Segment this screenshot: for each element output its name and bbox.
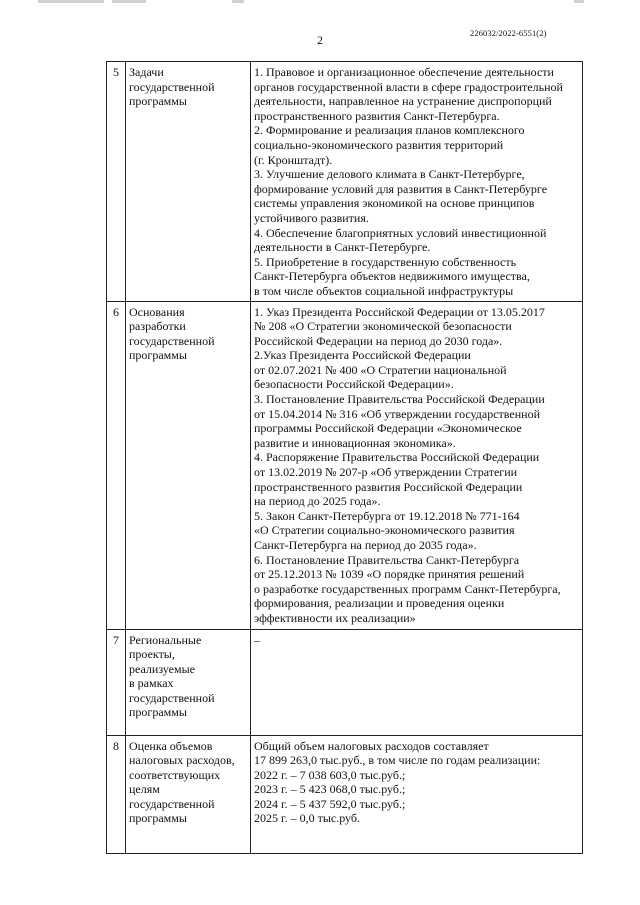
label-line: Оценка объемов [129, 738, 213, 753]
row-content [251, 301, 583, 629]
content-line: от 15.04.2014 № 316 «Об утверждении государственной [254, 406, 540, 421]
content-line: программы Российской Федерации «Экономическое [254, 421, 522, 436]
content-line: пространственного развития Российской Федерации [254, 479, 523, 494]
content-line: «О Стратегии социально-экономического развития [254, 523, 515, 538]
content-line: 2024 г. – 5 437 592,0 тыс.руб.; [254, 796, 406, 811]
row-number: 7 [107, 629, 126, 735]
content-line: Санкт-Петербурга объектов недвижимого имущества, [254, 269, 530, 284]
label-line: целям [129, 782, 160, 797]
content-line: эффективности их реализации» [254, 610, 416, 625]
content-line: социально-экономического развития территорий [254, 137, 504, 152]
content-line: от 13.02.2019 № 207-р «Об утверждении Стратегии [254, 465, 518, 480]
page-number: 2 [317, 33, 323, 47]
table-row [107, 62, 583, 302]
table-row [107, 301, 583, 629]
label-line: государственной [129, 333, 215, 348]
label-line: программы [129, 94, 187, 109]
label-line: программы [129, 705, 187, 720]
row-content [251, 629, 583, 735]
content-line: 2025 г. – 0,0 тыс.руб. [254, 811, 360, 826]
content-line: 17 899 263,0 тыс.руб., в том числе по годам реализации: [254, 753, 541, 768]
content-line: 5. Приобретение в государственную собственность [254, 254, 517, 269]
row-label [126, 735, 251, 853]
content-line: 6. Постановление Правительства Санкт-Петербурга [254, 552, 520, 567]
label-line: разработки [129, 319, 186, 334]
content-line: 2. Формирование и реализация планов комплексного [254, 123, 525, 138]
content-line: 5. Закон Санкт-Петербурга от 19.12.2018 № 771-164 [254, 508, 520, 523]
row-number: 8 [107, 735, 126, 853]
label-line: в рамках [129, 676, 174, 691]
label-line: соответствующих [129, 767, 221, 782]
content-line: пространственного развития Санкт-Петербурга. [254, 108, 500, 123]
content-line: 2022 г. – 7 038 603,0 тыс.руб.; [254, 767, 406, 782]
label-line: проекты, [129, 647, 175, 662]
content-line: деятельности, направленное на устранение диспропорций [254, 94, 552, 109]
row-content [251, 62, 583, 302]
table-row [107, 629, 583, 735]
content-line: – [254, 632, 260, 647]
row-number: 6 [107, 301, 126, 629]
scan-artifact [0, 0, 640, 5]
content-line: в том числе объектов социальной инфраструктуры [254, 283, 514, 298]
label-line: Задачи [129, 65, 164, 79]
row-number: 5 [107, 62, 126, 302]
content-line: формирование условий для развития в Санкт-Петербурге [254, 181, 548, 196]
content-line: на период до 2025 года». [254, 494, 381, 509]
content-line: 4. Распоряжение Правительства Российской Федерации [254, 450, 540, 465]
label-line: Региональные [129, 632, 202, 647]
content-line: 3. Улучшение делового климата в Санкт-Петербурге, [254, 167, 525, 182]
row-content [251, 735, 583, 853]
row-label [126, 62, 251, 302]
content-line: 1. Указ Президента Российской Федерации от 13.05.2017 [254, 304, 545, 319]
content-line: от 02.07.2021 № 400 «О Стратегии национальной [254, 362, 507, 377]
label-line: государственной [129, 79, 215, 94]
content-line: Общий объем налоговых расходов составляет [254, 738, 489, 753]
content-line: устойчивого развития. [254, 210, 369, 225]
content-line: 3. Постановление Правительства Российской Федерации [254, 392, 545, 407]
program-passport-table [106, 61, 583, 854]
content-line: Российской Федерации на период до 2030 года». [254, 333, 503, 348]
content-line: формирования, реализации и проведения оценки [254, 596, 505, 611]
content-line: Санкт-Петербурга на период до 2035 года». [254, 538, 477, 552]
content-line: органов государственной власти в сфере градостроительной [254, 79, 563, 94]
content-line: системы управления экономикой на основе принципов [254, 196, 535, 211]
content-line: 1. Правовое и организационное обеспечение деятельности [254, 65, 554, 79]
content-line: развитие и инновационная экономика». [254, 435, 456, 450]
content-line: безопасности Российской Федерации». [254, 377, 454, 392]
label-line: программы [129, 811, 187, 826]
content-line: деятельности в Санкт-Петербурге. [254, 240, 431, 255]
label-line: государственной [129, 796, 215, 811]
row-label [126, 629, 251, 735]
label-line: программы [129, 348, 187, 363]
content-line: 4. Обеспечение благоприятных условий инвестиционной [254, 225, 547, 240]
content-line: о разработке государственных программ Санкт-Петербурга, [254, 581, 561, 596]
document-id: 226032/2022-6551(2) [470, 28, 547, 38]
label-line: реализуемые [129, 661, 195, 676]
label-line: налоговых расходов, [129, 753, 235, 768]
content-line: от 25.12.2013 № 1039 «О порядке принятия решений [254, 567, 525, 582]
table-row [107, 735, 583, 853]
content-line: 2023 г. – 5 423 068,0 тыс.руб.; [254, 782, 406, 797]
row-label [126, 301, 251, 629]
content-line: 2.Указ Президента Российской Федерации [254, 348, 471, 363]
label-line: государственной [129, 690, 215, 705]
content-line: (г. Кронштадт). [254, 152, 333, 167]
label-line: Основания [129, 304, 185, 319]
content-line: № 208 «О Стратегии экономической безопасности [254, 319, 512, 334]
